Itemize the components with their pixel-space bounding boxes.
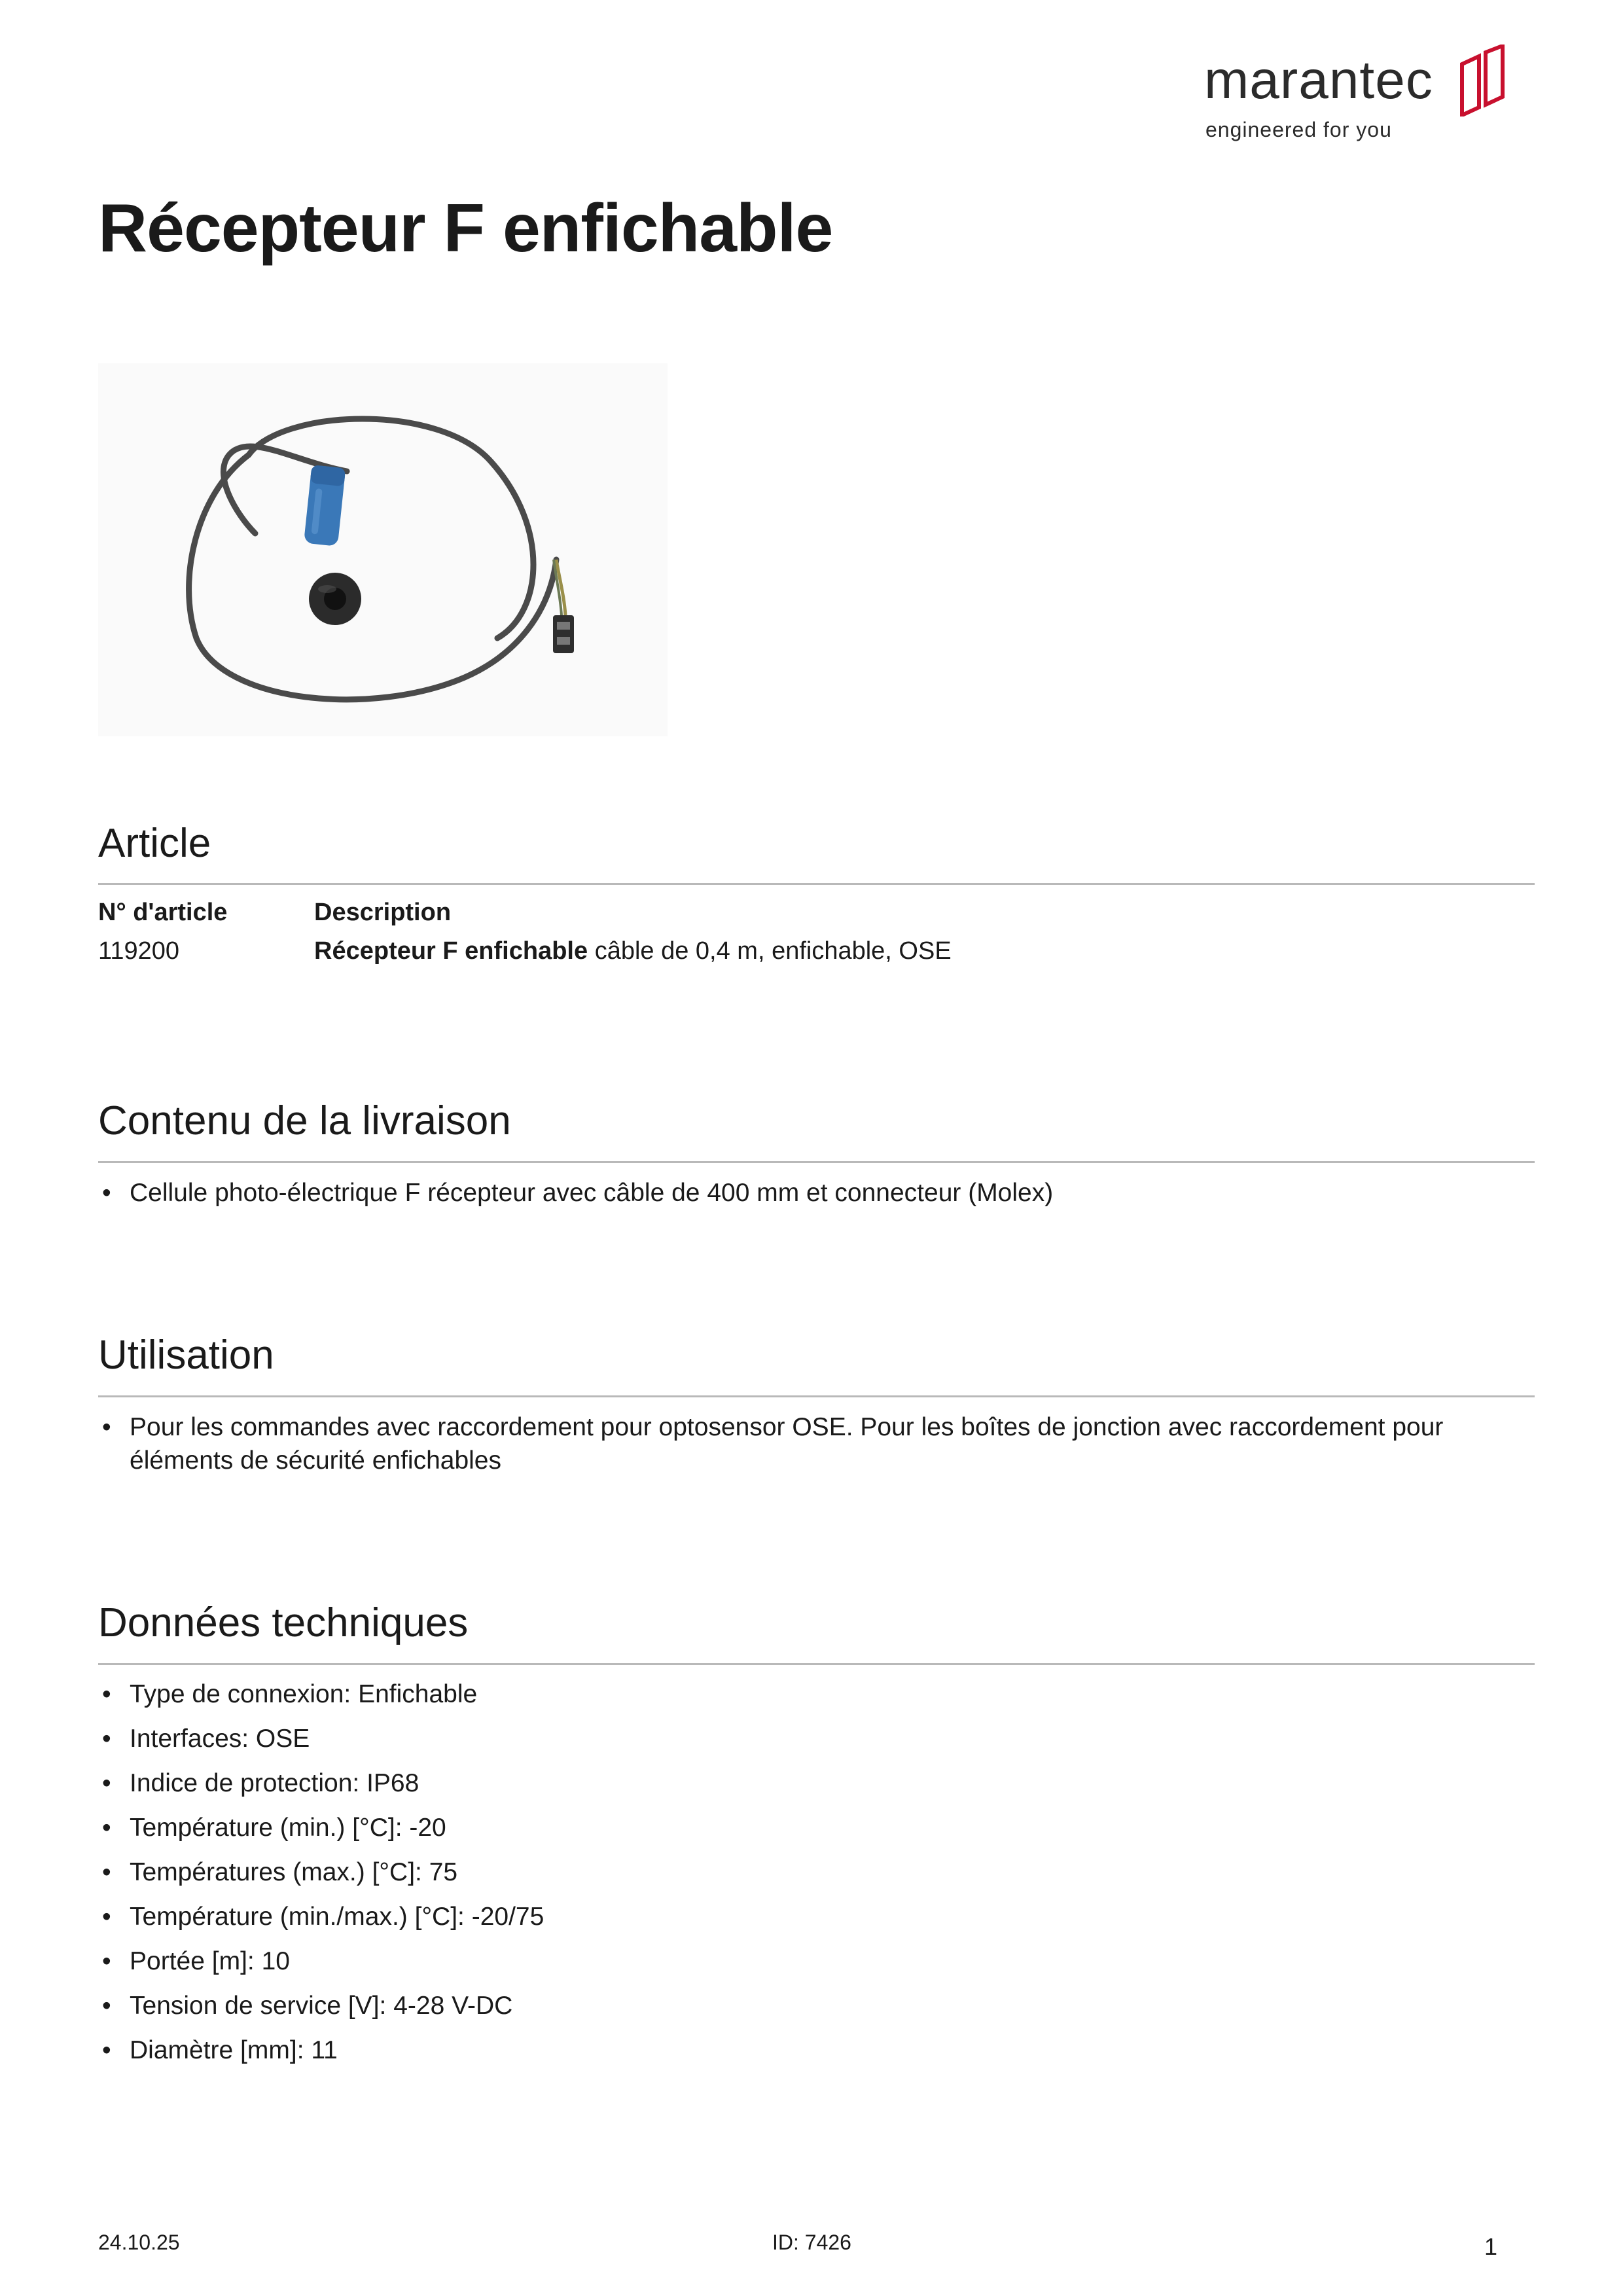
list-item: • Températures (max.) [°C]: 75: [102, 1858, 458, 1886]
column-header-article-number: N° d'article: [98, 899, 228, 926]
section-heading-technical: Données techniques: [98, 1600, 469, 1645]
list-item: • Portée [m]: 10: [102, 1947, 290, 1975]
column-header-description: Description: [314, 899, 452, 926]
brand-logo: [1204, 41, 1505, 152]
list-item: • Cellule photo-électrique F récepteur avec câble de 400 mm et connecteur (Molex): [102, 1179, 1054, 1207]
marantec-mark-icon: [1457, 45, 1509, 117]
section-heading-usage: Utilisation: [98, 1333, 274, 1378]
article-details: câble de 0,4 m, enfichable, OSE: [594, 937, 952, 965]
usage-list: [98, 1410, 1538, 1477]
list-item: • Interfaces: OSE: [102, 1725, 310, 1753]
list-item: • Température (min.) [°C]: -20: [102, 1814, 446, 1842]
product-photo: [98, 363, 668, 736]
list-item: • Type de connexion: Enfichable: [102, 1680, 478, 1708]
section-divider: [98, 1161, 1535, 1163]
page-title: Récepteur F enfichable: [98, 190, 833, 266]
section-divider: [98, 1663, 1535, 1665]
list-item: • Pour les commandes avec raccordement pour optosensor OSE. Pour les boîtes de jonction avec raccordement pour éléments de sécurité enfichables: [102, 1413, 1444, 1475]
brand-name: marantec: [1204, 50, 1433, 110]
list-item: • Diamètre [mm]: 11: [102, 2036, 338, 2064]
technical-list: [98, 1677, 1538, 2078]
section-divider: [98, 1395, 1535, 1397]
page-number: 1: [1484, 2233, 1498, 2260]
section-divider: [98, 883, 1535, 885]
list-item: • Température (min./max.) [°C]: -20/75: [102, 1903, 544, 1931]
list-item: • Indice de protection: IP68: [102, 1769, 419, 1797]
brand-tagline: engineered for you: [1205, 118, 1392, 141]
article-number: 119200: [98, 937, 179, 965]
list-item: • Tension de service [V]: 4-28 V-DC: [102, 1992, 513, 2020]
footer-date: 24.10.25: [98, 2231, 180, 2254]
section-heading-delivery: Contenu de la livraison: [98, 1098, 511, 1143]
article-name: Récepteur F enfichable: [314, 937, 588, 965]
delivery-list: [98, 1176, 1538, 1210]
section-heading-article: Article: [98, 821, 211, 866]
footer-id: ID: 7426: [772, 2231, 851, 2254]
article-description: [314, 937, 952, 965]
